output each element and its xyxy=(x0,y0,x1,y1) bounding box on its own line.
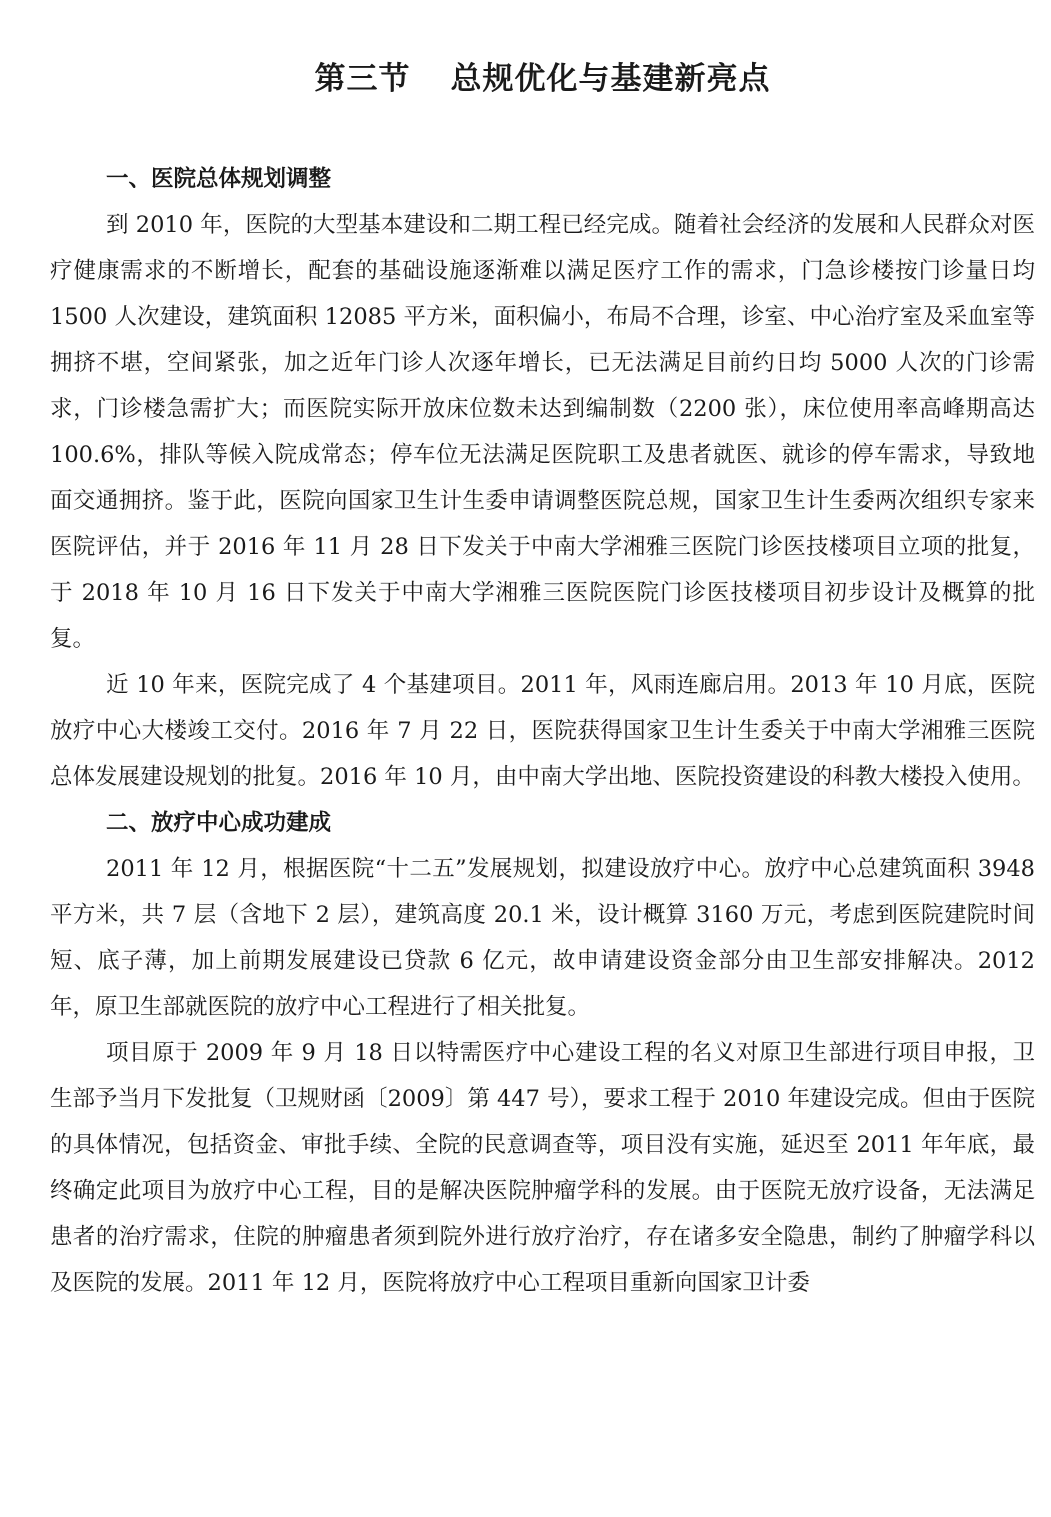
section-radiotherapy xyxy=(50,800,1035,1306)
section-number: 第三节 xyxy=(314,61,411,97)
section-heading: 二、放疗中心成功建成 xyxy=(106,810,332,836)
document-page xyxy=(50,56,1035,1306)
section-heading: 一、医院总体规划调整 xyxy=(106,166,332,192)
paragraph: 近 10 年来，医院完成了 4 个基建项目。2011 年，风雨连廊启用。2013 年 10 月底，医院放疗中心大楼竣工交付。2016 年 7 月 22 日，医院获得国家卫生计生委关于中南大学湘雅三医院总体发展建设规划的批复。2016 年 10 月，由中南大学出地、医院投资建设的科教大楼投入使用。 xyxy=(50,672,1035,790)
paragraph: 项目原于 2009 年 9 月 18 日以特需医疗中心建设工程的名义对原卫生部进行项目申报，卫生部予当月下发批复（卫规财函〔2009〕第 447 号），要求工程于 2010 年建设完成。但由于医院的具体情况，包括资金、审批手续、全院的民意调查等，项目没有实施，延迟至 2011 年年底，最终确定此项目为放疗中心工程，目的是解决医院肿瘤学科的发展。由于医院无放疗设备，无法满足患者的治疗需求，住院的肿瘤患者须到院外进行放疗治疗，存在诸多安全隐患，制约了肿瘤学科以及医院的发展。2011 年 12 月，医院将放疗中心工程项目重新向国家卫计委 xyxy=(50,1040,1035,1296)
page-title xyxy=(50,56,1035,102)
paragraph: 到 2010 年，医院的大型基本建设和二期工程已经完成。随着社会经济的发展和人民群众对医疗健康需求的不断增长，配套的基础设施逐渐难以满足医疗工作的需求，门急诊楼按门诊量日均 1500 人次建设，建筑面积 12085 平方米，面积偏小，布局不合理，诊室、中心治疗室及采血室等拥挤不堪，空间紧张，加之近年门诊人次逐年增长，已无法满足目前约日均 5000 人次的门诊需求，门诊楼急需扩大；而医院实际开放床位数未达到编制数（2200 张），床位使用率高峰期高达 100.6%，排队等候入院成常态；停车位无法满足医院职工及患者就医、就诊的停车需求，导致地面交通拥挤。鉴于此，医院向国家卫生计生委申请调整医院总规，国家卫生计生委两次组织专家来医院评估，并于 2016 年 11 月 28 日下发关于中南大学湘雅三医院门诊医技楼项目立项的批复，于 2018 年 10 月 16 日下发关于中南大学湘雅三医院医院门诊医技楼项目初步设计及概算的批复。 xyxy=(50,212,1035,652)
paragraph: 2011 年 12 月，根据医院“十二五”发展规划，拟建设放疗中心。放疗中心总建筑面积 3948 平方米，共 7 层（含地下 2 层），建筑高度 20.1 米，设计概算 3160 万元，考虑到医院建院时间短、底子薄，加上前期发展建设已贷款 6 亿元，故申请建设资金部分由卫生部安排解决。2012 年，原卫生部就医院的放疗中心工程进行了相关批复。 xyxy=(50,856,1035,1020)
section-planning xyxy=(50,156,1035,800)
section-title: 总规优化与基建新亮点 xyxy=(450,61,771,97)
